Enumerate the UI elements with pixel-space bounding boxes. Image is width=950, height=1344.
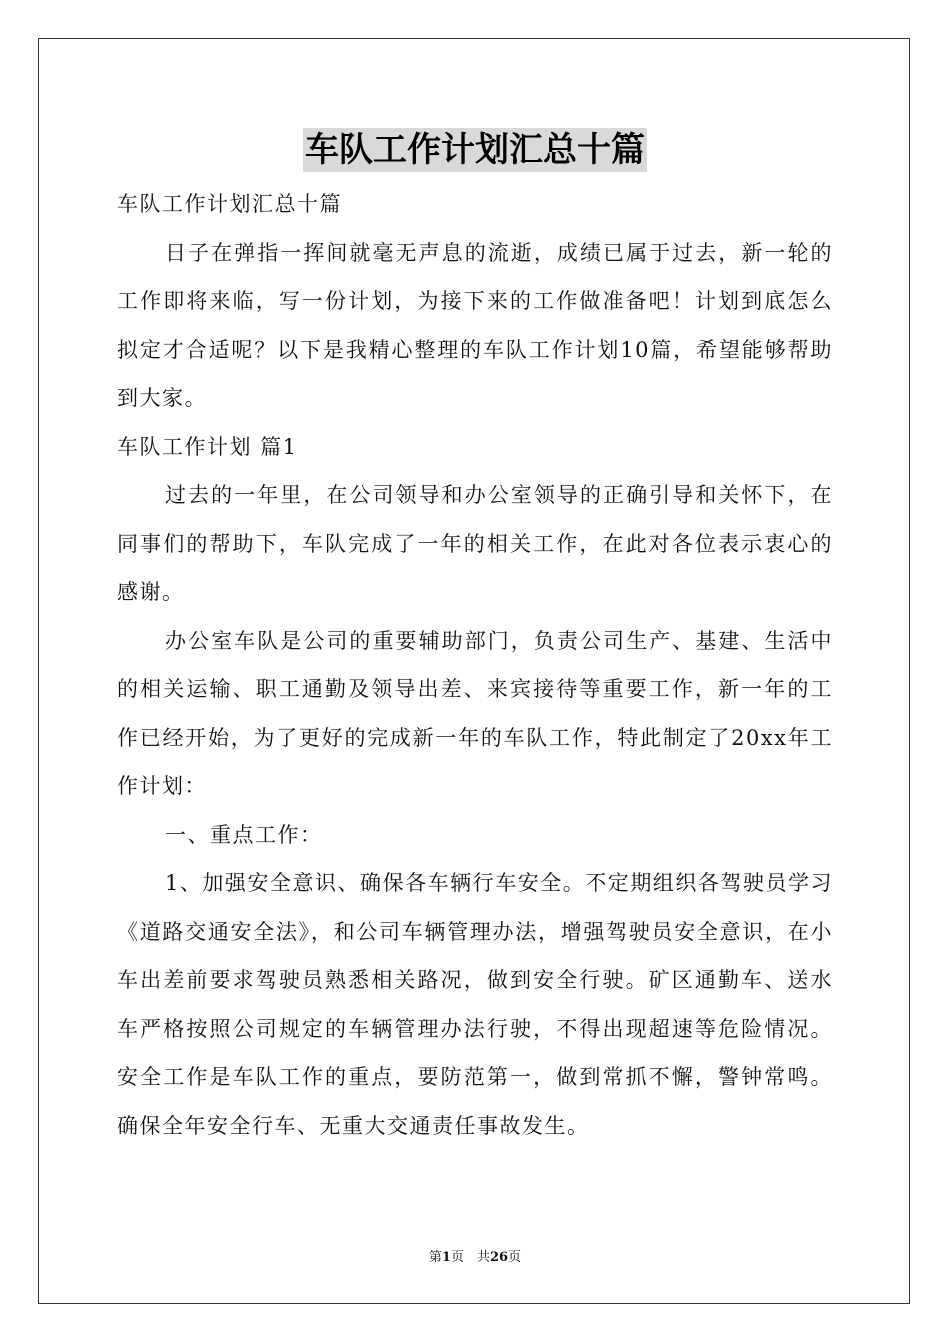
paragraph: 办公室车队是公司的重要辅助部门，负责公司生产、基建、生活中的相关运输、职工通勤及领导出差、来宾接待等重要工作，新一年的工作已经开始，为了更好的完成新一年的车队工作，特此制定了20xx年工作计划： — [117, 628, 833, 798]
document-body — [117, 180, 833, 1150]
page-footer — [0, 1246, 950, 1265]
page-label-prefix: 第 — [428, 1250, 442, 1265]
title-container — [0, 128, 950, 172]
paragraph: 过去的一年里，在公司领导和办公室领导的正确引导和关怀下，在同事们的帮助下，车队完成了一年的相关工作，在此对各位表示衷心的感谢。 — [117, 483, 833, 604]
page-label-suffix: 页 — [508, 1250, 522, 1265]
page-label-mid: 页 共 — [450, 1250, 490, 1265]
paragraph: 日子在弹指一挥间就毫无声息的流逝，成绩已属于过去，新一轮的工作即将来临，写一份计划，为接下来的工作做准备吧！计划到底怎么拟定才合适呢？以下是我精心整理的车队工作计划10篇，希望能够帮助到大家。 — [117, 240, 833, 410]
subheading: 一、重点工作： — [165, 822, 323, 847]
paragraph: 车队工作计划汇总十篇 — [117, 192, 342, 216]
document-title: 车队工作计划汇总十篇 — [305, 130, 645, 170]
paragraph: 1、加强安全意识、确保各车辆行车安全。不定期组织各驾驶员学习《道路交通安全法》，和公司车辆管理办法，增强驾驶员安全意识，在小车出差前要求驾驶员熟悉相关路况，做到安全行驶。矿区通勤车、送水车严格按照公司规定的车辆管理办法行驶，不得出现超速等危险情况。安全工作是车队工作的重点，要防范第一，做到常抓不懈，警钟常鸣。确保全年安全行车、无重大交通责任事故发生。 — [117, 871, 833, 1138]
total-pages-number: 26 — [489, 1250, 509, 1265]
current-page-number: 1 — [441, 1250, 451, 1265]
section-heading: 车队工作计划 篇1 — [117, 434, 298, 459]
